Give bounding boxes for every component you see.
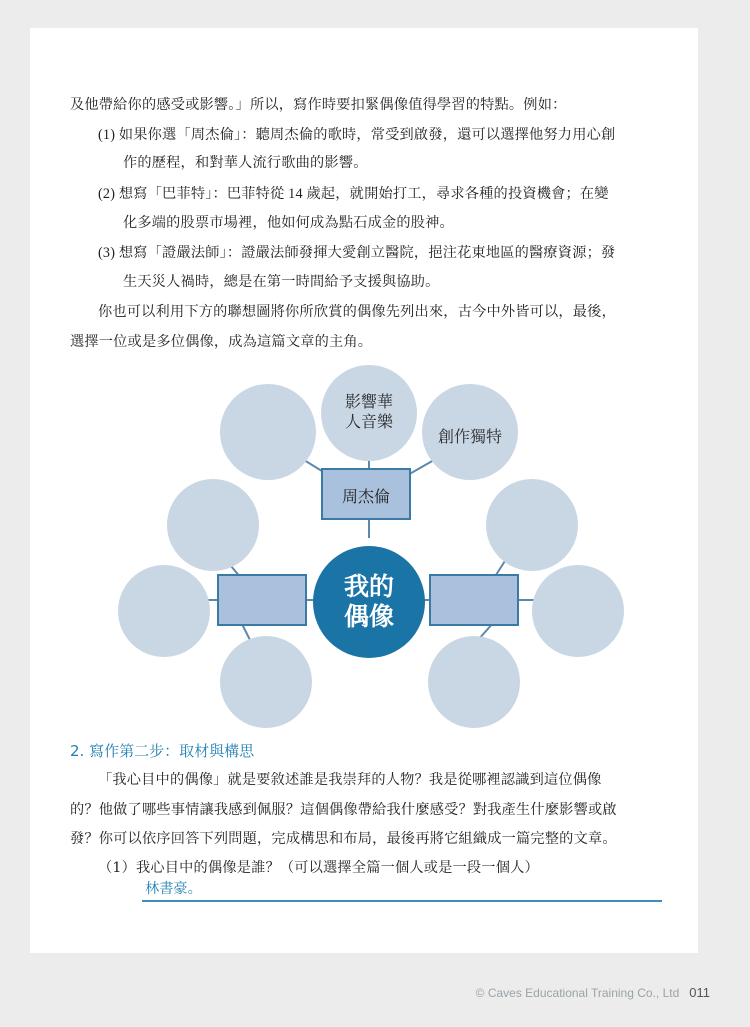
page: [30, 28, 698, 953]
copyright-text: © Caves Educational Training Co., Ltd: [475, 986, 680, 1000]
example-item-2-line-1: (2) 想寫「巴菲特」：巴菲特從 14 歲起，就開始打工，尋求各種的投資機會；在變: [98, 186, 609, 202]
page-number: 011: [689, 985, 710, 1000]
idea-circle-right: [532, 565, 624, 657]
section-2-paragraph-line-1: 「我心目中的偶像」就是要敘述誰是我崇拜的人物？我是從哪裡認識到這位偶像: [98, 772, 602, 788]
example-item-2-line-2: 化多端的股票市場裡，他如何成為點石成金的股神。: [123, 215, 454, 231]
example-item-1-line-2: 作的歷程，和對華人流行歌曲的影響。: [123, 155, 368, 171]
section-2-title: 2. 寫作第二步：取材與構思: [70, 742, 255, 760]
idol-box-left: [218, 575, 306, 625]
footer: [476, 985, 710, 1000]
paragraph-diagram-hint-line-1: 你也可以利用下方的聯想圖將你所欣賞的偶像先列出來，古今中外皆可以，最後，: [98, 304, 616, 320]
idea-circle-left-upper: [167, 479, 259, 571]
answer-1-underline: [142, 900, 662, 902]
idol-box-top-label: 周杰倫: [341, 487, 390, 506]
idol-box-right: [430, 575, 518, 625]
paragraph-intro: 及他帶給你的感受或影響。」所以，寫作時要扣緊偶像值得學習的特點。例如：: [70, 97, 567, 113]
question-1: （1）我心目中的偶像是誰？（可以選擇全篇一個人或是一段一個人）: [98, 860, 539, 876]
example-item-1-line-1: (1) 如果你選「周杰倫」：聽周杰倫的歌時，常受到啟發，還可以選擇他努力用心創: [98, 127, 616, 143]
idea-circle-right-upper: [486, 479, 578, 571]
section-2-paragraph-line-3: 發？你可以依序回答下列問題，完成構思和布局，最後再將它組織成一篇完整的文章。: [70, 831, 617, 847]
idea-circle-top-label: 影響華 人音樂: [344, 392, 393, 431]
center-circle-label: 我的 偶像: [343, 572, 394, 631]
section-2-paragraph-line-2: 的？他做了哪些事情讓我感到佩服？這個偶像帶給我什麼感受？對我產生什麼影響或啟: [70, 802, 617, 818]
idea-circle-right-lower: [428, 636, 520, 728]
example-item-3-line-2: 生天災人禍時，總是在第一時間給予支援與協助。: [123, 274, 440, 290]
idea-circle-top-left: [220, 384, 316, 480]
idea-circle-top-right-label: 創作獨特: [437, 427, 502, 446]
paragraph-diagram-hint-line-2: 選擇一位或是多位偶像，成為這篇文章的主角。: [70, 334, 373, 350]
idea-circle-left: [118, 565, 210, 657]
example-item-3-line-1: (3) 想寫「證嚴法師」：證嚴法師發揮大愛創立醫院，挹注花東地區的醫療資源；發: [98, 245, 616, 261]
answer-1: 林書豪。: [145, 881, 202, 897]
idea-circle-left-lower: [220, 636, 312, 728]
